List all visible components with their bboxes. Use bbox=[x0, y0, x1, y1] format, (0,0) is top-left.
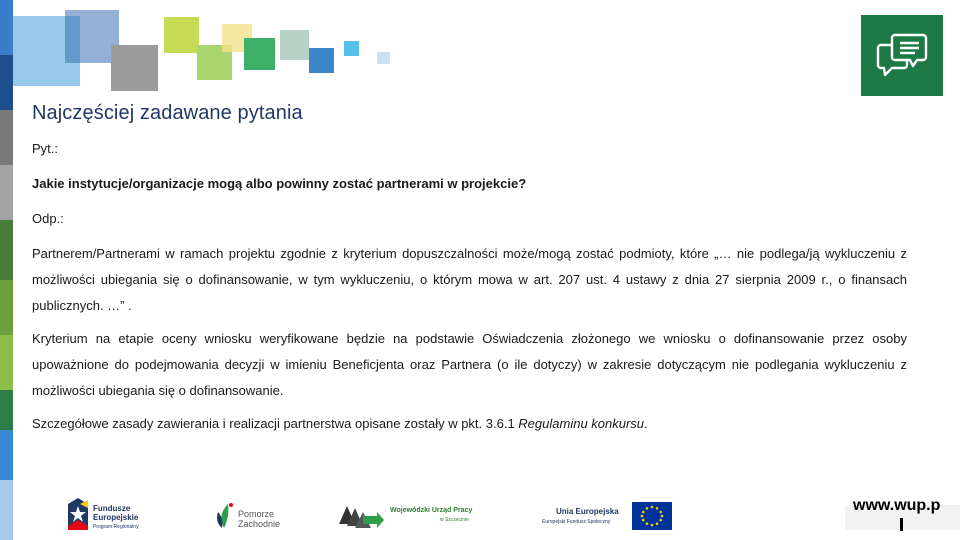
pz-line2: Zachodnie bbox=[238, 519, 281, 529]
leaf-icon bbox=[214, 500, 236, 530]
answer-paragraph-3 bbox=[32, 411, 907, 437]
fe-star-icon bbox=[66, 496, 90, 532]
question-text: Jakie instytucje/organizacje mogą albo powinny zostać partnerami w projekcie? bbox=[32, 176, 527, 191]
unia-europejska-logo bbox=[540, 500, 675, 532]
question-label: Pyt.: bbox=[32, 141, 59, 156]
answer-3-suffix: . bbox=[644, 416, 648, 431]
answer-label: Odp.: bbox=[32, 211, 64, 226]
answer-3-text: Szczegółowe zasady zawierania i realizacji partnerstwa opisane zostały w pkt. 3.6.1 bbox=[32, 416, 519, 431]
wup-emblem-icon bbox=[337, 502, 385, 530]
page-title: Najczęściej zadawane pytania bbox=[32, 102, 303, 124]
regulation-reference: Regulaminu konkursu bbox=[518, 416, 645, 431]
pomorze-zachodnie-logo bbox=[214, 500, 284, 532]
wup-line1: Wojewódzki Urząd Pracy bbox=[390, 507, 473, 514]
ue-line2: Europejski Fundusz Społeczny bbox=[542, 519, 611, 525]
fe-line3: Program Regionalny bbox=[93, 524, 139, 530]
url-overflow-mark bbox=[900, 518, 903, 531]
wup-line2: w Szczecinie bbox=[440, 517, 469, 523]
fundusze-europejskie-logo bbox=[66, 496, 156, 532]
fe-line1: Fundusze bbox=[93, 504, 131, 513]
faq-tile bbox=[861, 15, 943, 96]
fe-line2: Europejskie bbox=[93, 513, 139, 522]
side-color-strip bbox=[0, 0, 13, 540]
wup-szczecin-logo bbox=[337, 500, 482, 532]
answer-paragraph-2: Kryterium na etapie oceny wniosku weryfikowane będzie na podstawie Oświadczenia złożonego we wniosku o dofinansowanie przez osoby upoważnione do podejmowania decyzji w imieniu Beneficjenta oraz Partnera (o ile dotyczy) w zakresie dotyczącym nie podlegania wykluczeniu z możliwości ubiegania się o dofinansowanie. bbox=[32, 331, 907, 398]
pz-line1: Pomorze bbox=[238, 509, 275, 519]
website-url[interactable]: www.wup.p bbox=[853, 497, 941, 514]
chat-bubbles-icon bbox=[861, 15, 943, 96]
eu-flag-icon bbox=[632, 502, 672, 530]
answer-paragraph-1: Partnerem/Partnerami w ramach projektu zgodnie z kryterium dopuszczalności może/mogą zostać podmioty, które „… nie podlega/ją wykluczeniu z możliwości ubiegania się o dofinansowanie, w tym wykluczeniu, o którym mowa w art. 207 ust. 4 ustawy z dnia 27 sierpnia 2009 r., o finansach publicznych. …” . bbox=[32, 246, 907, 313]
ue-line1: Unia Europejska bbox=[556, 507, 619, 516]
